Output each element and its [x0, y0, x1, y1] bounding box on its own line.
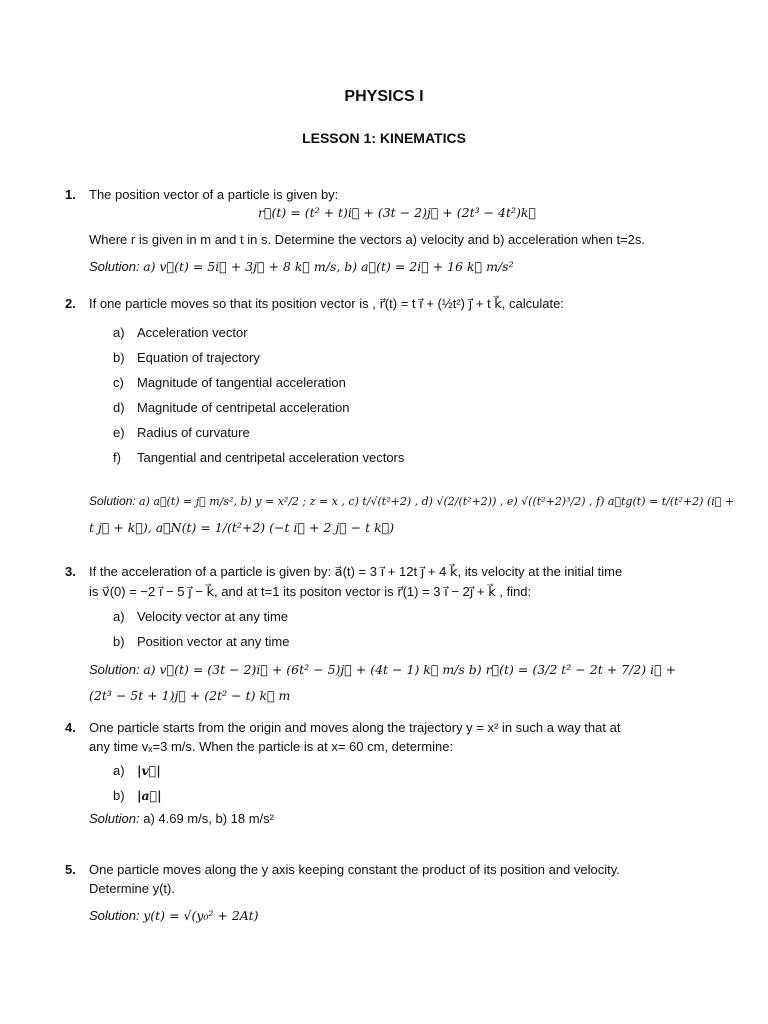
- problem-intro-2: any time vₓ=3 m/s. When the particle is at x= 60 cm, determine:: [89, 739, 454, 754]
- position-equation: r⃗(t) = (t² + t)i⃗ + (3t − 2)j⃗ + (2t³ − 4t²)k⃗: [258, 205, 536, 220]
- list-item: a) Velocity vector at any time: [113, 609, 289, 624]
- lesson-title: LESSON 1: KINEMATICS: [302, 130, 466, 146]
- item-list: [113, 320, 404, 470]
- solution-label: Solution:: [89, 494, 136, 508]
- problem-1: [65, 185, 705, 275]
- solution-text: a) v⃗(t) = 5i⃗ + 3j⃗ + 8 k⃗ m/s, b) a⃗(t) = 2i⃗ + 16 k⃗ m/s²: [143, 259, 514, 274]
- list-item: c) Magnitude of tangential acceleration: [113, 375, 346, 390]
- solution-label: Solution:: [89, 811, 140, 826]
- list-item: a) Acceleration vector: [113, 325, 248, 340]
- problem-number: 1.: [65, 187, 76, 202]
- problem-intro: If the acceleration of a particle is given by: a⃗(t) = 3 i⃗ + 12t j⃗ + 4 k⃗, its velocity at the initial time: [89, 564, 623, 579]
- problem-intro: The position vector of a particle is given by:: [89, 187, 339, 202]
- solution-label: Solution:: [89, 662, 140, 677]
- solution-text: a) v⃗(t) = (3t − 2)i⃗ + (6t² − 5)j⃗ + (4t − 1) k⃗ m/s b) r⃗(t) = (3/2 t² − 2t + 7/2) i⃗ +: [143, 662, 677, 677]
- solution-line-2: [89, 686, 705, 705]
- list-item: e) Radius of curvature: [113, 425, 250, 440]
- list-item: d) Magnitude of centripetal acceleration: [113, 400, 350, 415]
- list-item: b) |a⃗|: [113, 788, 162, 803]
- problem-3: [65, 562, 705, 707]
- list-item: b) Equation of trajectory: [113, 350, 260, 365]
- solution-line: [89, 492, 735, 511]
- list-item: a) |v⃗|: [113, 763, 161, 778]
- solution-line: [89, 257, 705, 276]
- problem-intro-2: is v⃗(0) = −2 i⃗ − 5 j⃗ − k⃗, and at t=1 its positon vector is r⃗(1) = 3 i⃗ − 2j⃗ + k⃗ , find:: [89, 584, 532, 599]
- solution-text: a) a⃗(t) = j⃗ m/s², b) y = x²/2 ; z = x , c) t/√(t²+2) , d) √(2/(t²+2)) , e) √((t²+2)³/2) , f) a⃗tg(t) = t/(t²+2) (i⃗ +: [139, 495, 735, 508]
- solution-label: Solution:: [89, 908, 140, 923]
- list-item: f) Tangential and centripetal acceleration vectors: [113, 450, 405, 465]
- list-item: b) Position vector at any time: [113, 634, 290, 649]
- solution-line-2: [89, 518, 705, 537]
- solution-line: [89, 660, 705, 679]
- solution-label: Solution:: [89, 259, 140, 274]
- solution-line: [89, 906, 705, 925]
- problem-number: 3.: [65, 564, 76, 579]
- item-list: [113, 758, 162, 808]
- problem-4: [65, 718, 705, 833]
- solution-text: y(t) = √(y₀² + 2At): [143, 908, 259, 923]
- problem-5: [65, 860, 705, 935]
- problem-text: Where r is given in m and t in s. Determine the vectors a) velocity and b) acceleration when t=2s.: [89, 232, 646, 247]
- problem-2: [65, 294, 735, 549]
- problem-number: 5.: [65, 862, 76, 877]
- problem-number: 2.: [65, 296, 76, 311]
- problem-intro: One particle moves along the y axis keeping constant the product of its position and velocity.: [89, 862, 620, 877]
- problem-intro-2: Determine y(t).: [89, 881, 175, 896]
- solution-line: [89, 809, 705, 828]
- solution-text: a) 4.69 m/s, b) 18 m/s²: [143, 811, 274, 826]
- item-list: [113, 604, 289, 654]
- problem-intro: One particle starts from the origin and moves along the trajectory y = x² in such a way that at: [89, 720, 621, 735]
- problem-intro: If one particle moves so that its position vector is , r⃗(t) = t i⃗ + (½t²) j⃗ + t k⃗, calculate:: [89, 296, 564, 311]
- solution-text: t j⃗ + k⃗), a⃗N(t) = 1/(t²+2) (−t i⃗ + 2 j⃗ − t k⃗): [89, 520, 395, 535]
- page-title: PHYSICS I: [344, 88, 424, 105]
- solution-text: (2t³ − 5t + 1)j⃗ + (2t² − t) k⃗ m: [89, 688, 291, 703]
- problem-number: 4.: [65, 720, 76, 735]
